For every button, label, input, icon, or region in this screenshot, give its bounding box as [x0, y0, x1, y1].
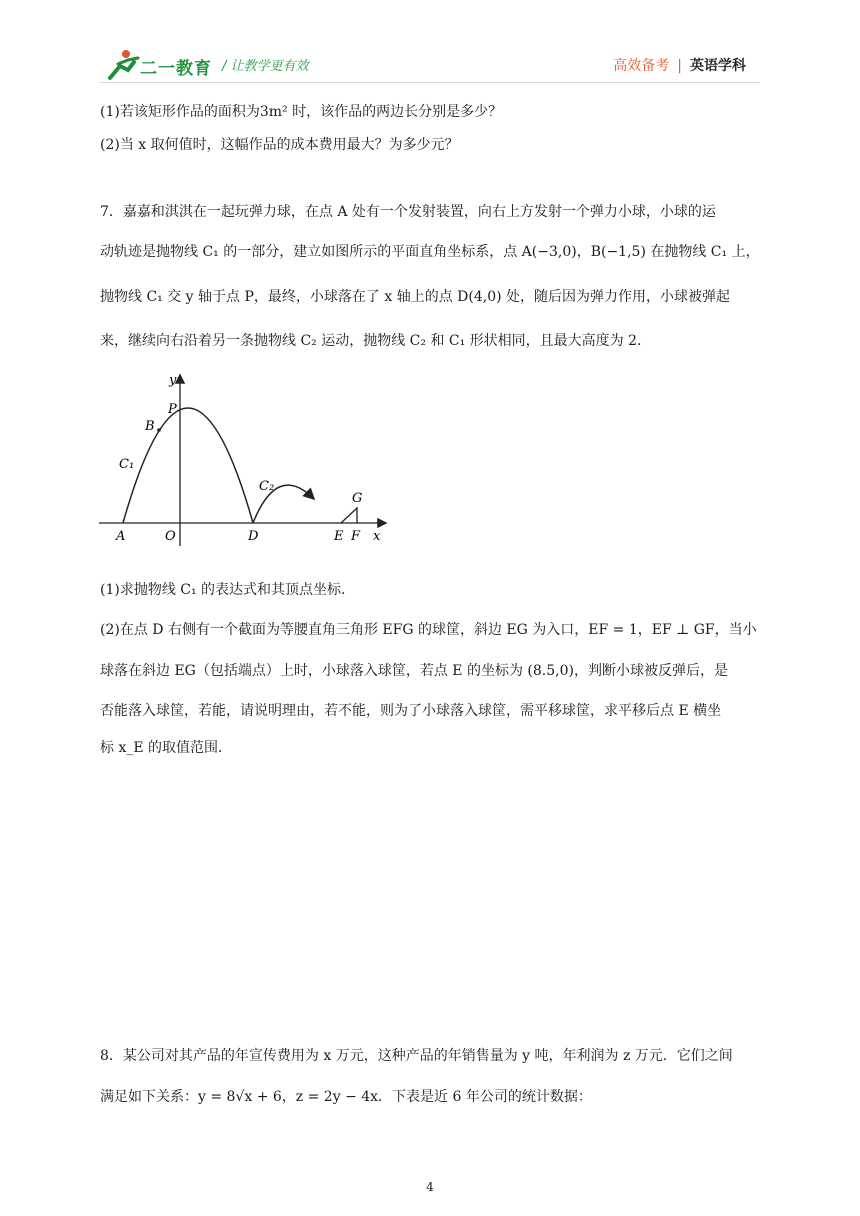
- basket-triangle: [341, 508, 357, 523]
- header-divider: [100, 82, 760, 83]
- page-header: [0, 0, 860, 90]
- point-b: [157, 428, 161, 432]
- label-f: F: [351, 529, 361, 544]
- label-o: O: [165, 529, 176, 544]
- parabola-c1: [123, 408, 253, 523]
- q7-part2-line4: 标 x_E 的取值范围．: [100, 740, 233, 756]
- q7-stem-line4: 来，继续向右沿着另一条抛物线 C₂ 运动，抛物线 C₂ 和 C₁ 形状相同，且最大高度为 2．: [100, 333, 652, 349]
- page-number: 4: [426, 1180, 434, 1194]
- label-e: E: [334, 529, 344, 544]
- brand-name: 二一教育: [140, 59, 212, 79]
- q8-stem-line2: 满足如下关系：y = 8√x + 6，z = 2y − 4x．下表是近 6 年公司的统计数据：: [100, 1089, 592, 1105]
- q6-part2: (2)当 x 取何值时，这幅作品的成本费用最大？为多少元？: [100, 137, 459, 153]
- label-c2: C₂: [259, 479, 275, 494]
- tag-separator: |: [677, 58, 682, 74]
- tag-exam-prep: 高效备考: [613, 58, 670, 74]
- q7-stem-line3: 抛物线 C₁ 交 y 轴于点 P，最终，小球落在了 x 轴上的点 D(4,0) 处，随后因为弹力作用，小球被弹起: [100, 289, 731, 305]
- tag-subject: 英语学科: [690, 58, 746, 74]
- q7-stem-line1: 7．嘉嘉和淇淇在一起玩弹力球，在点 A 处有一个发射装置，向右上方发射一个弹力小球，小球的运: [100, 204, 716, 220]
- label-c1: C₁: [119, 457, 135, 472]
- header-tags: [613, 55, 746, 75]
- q7-part2-line3: 否能落入球筐，若能，请说明理由，若不能，则为了小球落入球筐，需平移球筐，求平移后点 E 横坐: [100, 703, 722, 719]
- runner-logo-icon: [104, 48, 144, 82]
- q7-part1: (1)求抛物线 C₁ 的表达式和其顶点坐标．: [100, 582, 356, 598]
- label-a: A: [116, 529, 126, 544]
- label-b: B: [145, 419, 155, 434]
- parabola-figure: [95, 368, 395, 550]
- label-d: D: [248, 529, 259, 544]
- q7-part2-line2: 球落在斜边 EG（包括端点）上时，小球落入球筐，若点 E 的坐标为 (8.5,0)，判断小球被反弹后，是: [100, 663, 728, 679]
- q7-part2-line1: (2)在点 D 右侧有一个截面为等腰直角三角形 EFG 的球筐，斜边 EG 为入口，EF = 1，EF ⊥ GF，当小: [100, 622, 757, 638]
- q7-stem-line2: 动轨迹是抛物线 C₁ 的一部分，建立如图所示的平面直角坐标系，点 A(−3,0)，B(−1,5) 在抛物线 C₁ 上，: [100, 244, 760, 260]
- label-p: P: [168, 402, 177, 417]
- label-y: y: [169, 373, 177, 388]
- q6-part1: (1)若该矩形作品的面积为3m² 时，该作品的两边长分别是多少？: [100, 104, 503, 120]
- q8-stem-line1: 8．某公司对其产品的年宣传费用为 x 万元，这种产品的年销售量为 y 吨，年利润为 z 万元．它们之间: [100, 1048, 733, 1064]
- brand-slogan: / 让教学更有效: [222, 59, 309, 74]
- label-x: x: [373, 529, 381, 544]
- label-g: G: [352, 491, 363, 506]
